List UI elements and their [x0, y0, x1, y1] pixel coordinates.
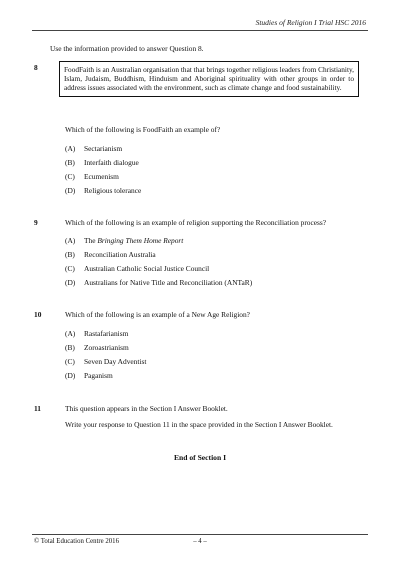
option-text: Religious tolerance — [84, 186, 142, 195]
question-8-option-c[interactable] — [65, 172, 365, 182]
option-letter: (A) — [65, 236, 76, 245]
intro-text: Use the information provided to answer Question 8. — [50, 44, 204, 53]
page-number: – 4 – — [193, 538, 207, 545]
option-text: Seven Day Adventist — [84, 357, 147, 366]
option-letter: (B) — [65, 250, 75, 259]
option-letter: (C) — [65, 357, 75, 366]
question-9-option-d[interactable] — [65, 278, 365, 288]
question-10-option-a[interactable] — [65, 329, 365, 339]
question-8-option-d[interactable] — [65, 186, 365, 196]
question-8-stimulus-box — [59, 61, 359, 97]
end-of-section: End of Section I — [173, 453, 227, 462]
option-text: Australians for Native Title and Reconciliation (ANTaR) — [84, 278, 253, 287]
question-11-line-2: Write your response to Question 11 in the space provided in the Section I Answer Booklet. — [65, 420, 333, 429]
header-rule — [32, 30, 368, 31]
option-text — [84, 236, 183, 245]
question-9-option-a[interactable] — [65, 236, 365, 246]
option-text: Interfaith dialogue — [84, 158, 139, 167]
question-10-number: 10 — [34, 310, 42, 319]
option-letter: (B) — [65, 343, 75, 352]
option-letter: (B) — [65, 158, 75, 167]
option-text: Sectarianism — [84, 144, 123, 153]
question-11-line-1: This question appears in the Section I Answer Booklet. — [65, 404, 228, 413]
question-11-number: 11 — [34, 404, 41, 413]
question-10-option-c[interactable] — [65, 357, 365, 367]
question-8-option-a[interactable] — [65, 144, 365, 154]
running-header: Studies of Religion I Trial HSC 2016 — [255, 18, 366, 27]
question-8-stimulus-text: FoodFaith is an Australian organisation that that brings together religious leaders from Christianity, Islam, Judaism, Buddhism, Hinduism and Aboriginal spirituality with other groups in order to address issues associated with the environment, such as climate change and food sustainability. — [64, 65, 354, 93]
option-text: Reconciliation Australia — [84, 250, 156, 259]
question-9-option-b[interactable] — [65, 250, 365, 260]
question-8-number: 8 — [34, 63, 38, 72]
option-letter: (A) — [65, 329, 76, 338]
option-text: Ecumenism — [84, 172, 119, 181]
option-letter: (C) — [65, 264, 75, 273]
option-text-prefix: The — [84, 236, 98, 245]
option-text: Zoroastrianism — [84, 343, 129, 352]
option-text: Australian Catholic Social Justice Council — [84, 264, 210, 273]
question-8-option-b[interactable] — [65, 158, 365, 168]
option-letter: (A) — [65, 144, 76, 153]
option-letter: (D) — [65, 186, 76, 195]
question-10-stem: Which of the following is an example of a New Age Religion? — [65, 310, 250, 319]
question-10-option-d[interactable] — [65, 371, 365, 381]
footer-copyright: © Total Education Centre 2016 — [34, 538, 119, 545]
question-9-stem: Which of the following is an example of religion supporting the Reconciliation process? — [65, 218, 327, 227]
question-10-option-b[interactable] — [65, 343, 365, 353]
option-letter: (D) — [65, 371, 76, 380]
question-8-stem: Which of the following is FoodFaith an example of? — [65, 125, 221, 134]
question-9-number: 9 — [34, 218, 38, 227]
option-letter: (C) — [65, 172, 75, 181]
option-text: Rastafarianism — [84, 329, 129, 338]
option-letter: (D) — [65, 278, 76, 287]
footer-rule — [32, 534, 368, 535]
question-9-option-c[interactable] — [65, 264, 365, 274]
option-text: Paganism — [84, 371, 113, 380]
report-title: Bringing Them Home Report — [97, 236, 184, 245]
